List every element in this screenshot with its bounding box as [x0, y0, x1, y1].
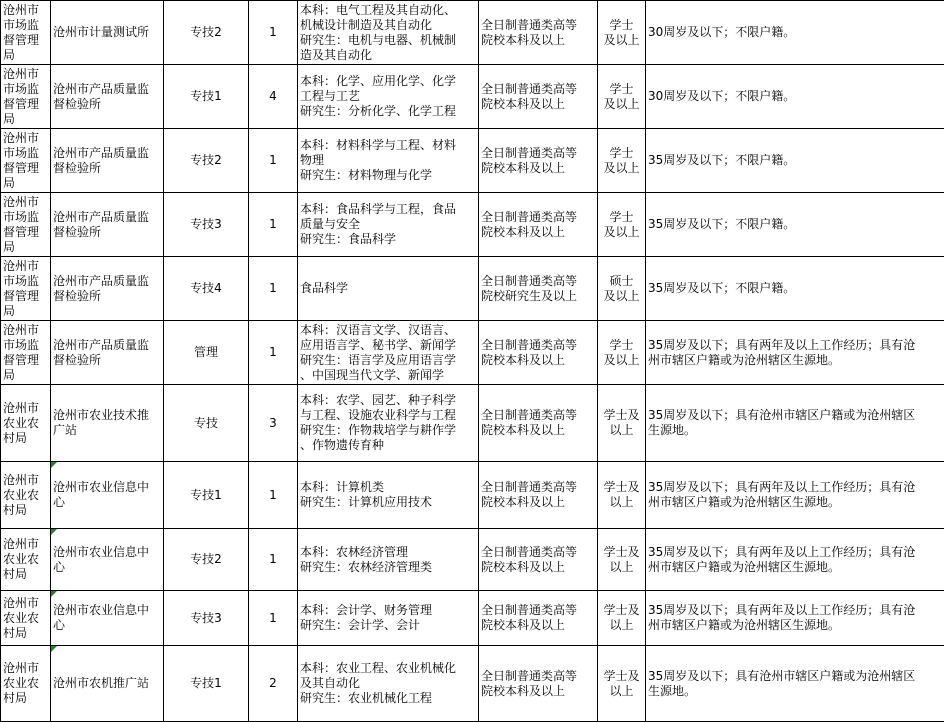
- edu-cell-line: 全日制普通类高等: [481, 338, 595, 353]
- degree-cell-line: 学士: [600, 210, 643, 225]
- unit-cell-line: 心: [53, 618, 161, 633]
- count-cell: [249, 321, 298, 385]
- cell-marker-icon: [51, 462, 57, 468]
- dept-cell-line: 沧州市: [3, 661, 48, 676]
- table-row: [1, 1, 944, 65]
- major-cell-line: 研究生：计算机应用技术: [300, 495, 476, 510]
- post-cell-text: 专技2: [190, 25, 222, 39]
- major-cell-line: 研究生：农业机械化工程: [300, 691, 476, 706]
- other-cell: [646, 129, 944, 193]
- degree-cell-line: 学士: [600, 338, 643, 353]
- other-cell-line: 35周岁及以下；不限户籍。: [648, 153, 942, 168]
- dept-cell-line: 沧州市: [3, 3, 48, 18]
- table-row: [1, 385, 944, 462]
- post-cell-text: 专技1: [190, 488, 222, 502]
- other-cell: [646, 385, 944, 462]
- degree-cell-line: 及以上: [600, 33, 643, 48]
- edu-cell-line: 全日制普通类高等: [481, 210, 595, 225]
- major-cell: [298, 257, 479, 321]
- dept-cell-line: 农业农: [3, 552, 48, 567]
- count-cell-text: 1: [269, 611, 277, 625]
- degree-cell-line: 以上: [600, 560, 643, 575]
- other-cell-line: 生源地。: [648, 423, 942, 438]
- edu-cell-line: 全日制普通类高等: [481, 669, 595, 684]
- other-cell: [646, 65, 944, 129]
- unit-cell: [51, 385, 164, 462]
- cell-marker-icon: [51, 646, 57, 652]
- post-cell-text: 专技3: [190, 217, 222, 231]
- other-cell: [646, 591, 944, 646]
- unit-cell: [51, 321, 164, 385]
- unit-cell-line: 沧州市产品质量监: [53, 146, 161, 161]
- other-cell: [646, 1, 944, 65]
- unit-cell: [51, 193, 164, 257]
- table-body: [1, 1, 944, 722]
- unit-cell-line: 督检验所: [53, 161, 161, 176]
- major-cell-line: 造及其自动化: [300, 48, 476, 63]
- dept-cell-line: 沧州市: [3, 323, 48, 338]
- major-cell-line: 本科：农业工程、农业机械化: [300, 661, 476, 676]
- other-cell: [646, 646, 944, 722]
- other-cell-line: 生源地。: [648, 684, 942, 699]
- major-cell-line: 本科：汉语言文学、汉语言、: [300, 323, 476, 338]
- edu-cell: [479, 385, 598, 462]
- edu-cell-line: 全日制普通类高等: [481, 480, 595, 495]
- count-cell: [249, 529, 298, 591]
- other-cell-line: 30周岁及以下；不限户籍。: [648, 89, 942, 104]
- count-cell-text: 4: [269, 89, 277, 103]
- major-cell-line: 本科：材料科学与工程、材料: [300, 138, 476, 153]
- edu-cell-line: 全日制普通类高等: [481, 82, 595, 97]
- unit-cell-line: 沧州市产品质量监: [53, 274, 161, 289]
- major-cell-line: 本科：化学、应用化学、化学: [300, 74, 476, 89]
- table-row: [1, 257, 944, 321]
- dept-cell: [1, 529, 51, 591]
- dept-cell-line: 督管理: [3, 289, 48, 304]
- edu-cell: [479, 321, 598, 385]
- unit-cell-line: 沧州市农机推广站: [53, 676, 161, 691]
- other-cell-line: 35周岁及以下；不限户籍。: [648, 281, 942, 296]
- other-cell-line: 州市辖区户籍或为沧州辖区生源地。: [648, 560, 942, 575]
- major-cell-line: 研究生：语言学及应用语言学: [300, 353, 476, 368]
- count-cell: [249, 1, 298, 65]
- other-cell: [646, 529, 944, 591]
- dept-cell-line: 村局: [3, 503, 48, 518]
- degree-cell-line: 及以上: [600, 225, 643, 240]
- degree-cell-line: 硕士: [600, 274, 643, 289]
- unit-cell-line: 心: [53, 495, 161, 510]
- dept-cell-line: 沧州市: [3, 473, 48, 488]
- unit-cell: [51, 529, 164, 591]
- edu-cell-line: 院校本科及以上: [481, 97, 595, 112]
- degree-cell: [598, 462, 646, 529]
- edu-cell-line: 院校本科及以上: [481, 161, 595, 176]
- count-cell: [249, 385, 298, 462]
- degree-cell: [598, 591, 646, 646]
- major-cell: [298, 646, 479, 722]
- other-cell-line: 35周岁及以下；具有两年及以上工作经历；具有沧: [648, 338, 942, 353]
- dept-cell-line: 沧州市: [3, 537, 48, 552]
- edu-cell: [479, 646, 598, 722]
- other-cell-line: 35周岁及以下；具有两年及以上工作经历；具有沧: [648, 545, 942, 560]
- unit-cell-line: 沧州市农业技术推: [53, 408, 161, 423]
- table-row: [1, 321, 944, 385]
- post-cell: [164, 462, 249, 529]
- other-cell-line: 35周岁及以下；具有两年及以上工作经历；具有沧: [648, 480, 942, 495]
- other-cell-line: 州市辖区户籍或为沧州辖区生源地。: [648, 495, 942, 510]
- unit-cell: [51, 129, 164, 193]
- unit-cell-line: 督检验所: [53, 353, 161, 368]
- other-cell-line: 35周岁及以下；具有沧州市辖区户籍或为沧州辖区: [648, 408, 942, 423]
- unit-cell-line: 沧州市产品质量监: [53, 210, 161, 225]
- degree-cell-line: 学士及: [600, 480, 643, 495]
- post-cell-text: 专技2: [190, 153, 222, 167]
- major-cell-line: 研究生：分析化学、化学工程: [300, 104, 476, 119]
- degree-cell-line: 及以上: [600, 353, 643, 368]
- count-cell: [249, 129, 298, 193]
- major-cell: [298, 193, 479, 257]
- post-cell-text: 专技1: [190, 676, 222, 690]
- table-row: [1, 193, 944, 257]
- major-cell-line: 研究生：农林经济管理类: [300, 560, 476, 575]
- major-cell-line: 、作物遗传育种: [300, 438, 476, 453]
- edu-cell-line: 院校本科及以上: [481, 618, 595, 633]
- post-cell: [164, 646, 249, 722]
- degree-cell-line: 学士及: [600, 669, 643, 684]
- post-cell-text: 专技4: [190, 281, 222, 295]
- edu-cell-line: 全日制普通类高等: [481, 603, 595, 618]
- post-cell: [164, 1, 249, 65]
- major-cell-line: 本科：电气工程及其自动化、: [300, 3, 476, 18]
- post-cell: [164, 385, 249, 462]
- degree-cell-line: 以上: [600, 618, 643, 633]
- post-cell-text: 管理: [194, 345, 218, 359]
- degree-cell-line: 学士及: [600, 603, 643, 618]
- major-cell-line: 本科：食品科学与工程，食品: [300, 202, 476, 217]
- other-cell: [646, 257, 944, 321]
- dept-cell-line: 督管理: [3, 97, 48, 112]
- edu-cell: [479, 529, 598, 591]
- post-cell-text: 专技2: [190, 552, 222, 566]
- dept-cell-line: 局: [3, 304, 48, 319]
- other-cell-line: 35周岁及以下；具有沧州市辖区户籍或为沧州辖区: [648, 669, 942, 684]
- edu-cell-line: 院校本科及以上: [481, 33, 595, 48]
- dept-cell-line: 沧州市: [3, 67, 48, 82]
- dept-cell-line: 督管理: [3, 353, 48, 368]
- edu-cell: [479, 65, 598, 129]
- major-cell: [298, 65, 479, 129]
- table-row: [1, 65, 944, 129]
- degree-cell: [598, 257, 646, 321]
- unit-cell-line: 沧州市产品质量监: [53, 338, 161, 353]
- unit-cell-line: 沧州市产品质量监: [53, 82, 161, 97]
- degree-cell-line: 学士: [600, 82, 643, 97]
- edu-cell-line: 全日制普通类高等: [481, 18, 595, 33]
- major-cell-line: 、中国现当代文学、新闻学: [300, 368, 476, 383]
- unit-cell-line: 心: [53, 560, 161, 575]
- count-cell: [249, 646, 298, 722]
- dept-cell-line: 市场监: [3, 146, 48, 161]
- dept-cell-line: 沧州市: [3, 259, 48, 274]
- major-cell-line: 本科：会计学、财务管理: [300, 603, 476, 618]
- dept-cell-line: 局: [3, 176, 48, 191]
- degree-cell: [598, 193, 646, 257]
- major-cell-line: 食品科学: [300, 281, 476, 296]
- dept-cell: [1, 591, 51, 646]
- count-cell-text: 2: [269, 676, 277, 690]
- dept-cell-line: 农业农: [3, 676, 48, 691]
- major-cell-line: 与工程、设施农业科学与工程: [300, 408, 476, 423]
- unit-cell-line: 广站: [53, 423, 161, 438]
- post-cell-text: 专技: [194, 416, 218, 430]
- edu-cell-line: 院校本科及以上: [481, 684, 595, 699]
- table-row: [1, 462, 944, 529]
- edu-cell: [479, 591, 598, 646]
- post-cell: [164, 193, 249, 257]
- unit-cell: [51, 257, 164, 321]
- other-cell-line: 州市辖区户籍或为沧州辖区生源地。: [648, 353, 942, 368]
- dept-cell: [1, 193, 51, 257]
- count-cell: [249, 65, 298, 129]
- major-cell-line: 本科：农林经济管理: [300, 545, 476, 560]
- cell-marker-icon: [51, 529, 57, 535]
- degree-cell-line: 及以上: [600, 289, 643, 304]
- edu-cell: [479, 1, 598, 65]
- count-cell: [249, 257, 298, 321]
- major-cell-line: 研究生：会计学、会计: [300, 618, 476, 633]
- edu-cell: [479, 257, 598, 321]
- major-cell-line: 研究生：材料物理与化学: [300, 168, 476, 183]
- count-cell-text: 1: [269, 25, 277, 39]
- table-row: [1, 129, 944, 193]
- other-cell: [646, 462, 944, 529]
- degree-cell-line: 及以上: [600, 97, 643, 112]
- unit-cell: [51, 646, 164, 722]
- count-cell-text: 1: [269, 488, 277, 502]
- count-cell: [249, 591, 298, 646]
- dept-cell-line: 村局: [3, 431, 48, 446]
- dept-cell-line: 村局: [3, 567, 48, 582]
- unit-cell: [51, 65, 164, 129]
- dept-cell: [1, 129, 51, 193]
- edu-cell-line: 院校本科及以上: [481, 353, 595, 368]
- count-cell-text: 1: [269, 153, 277, 167]
- post-cell: [164, 129, 249, 193]
- dept-cell-line: 沧州市: [3, 195, 48, 210]
- edu-cell-line: 院校本科及以上: [481, 495, 595, 510]
- post-cell: [164, 257, 249, 321]
- dept-cell-line: 局: [3, 112, 48, 127]
- degree-cell: [598, 321, 646, 385]
- unit-cell-line: 沧州市计量测试所: [53, 25, 161, 40]
- other-cell: [646, 321, 944, 385]
- dept-cell-line: 沧州市: [3, 596, 48, 611]
- dept-cell-line: 市场监: [3, 338, 48, 353]
- major-cell: [298, 462, 479, 529]
- dept-cell: [1, 321, 51, 385]
- dept-cell-line: 市场监: [3, 18, 48, 33]
- dept-cell-line: 督管理: [3, 225, 48, 240]
- count-cell: [249, 193, 298, 257]
- major-cell-line: 应用语言学、秘书学、新闻学: [300, 338, 476, 353]
- edu-cell-line: 全日制普通类高等: [481, 146, 595, 161]
- major-cell: [298, 321, 479, 385]
- count-cell-text: 1: [269, 281, 277, 295]
- major-cell: [298, 129, 479, 193]
- major-cell-line: 及其自动化: [300, 676, 476, 691]
- edu-cell-line: 全日制普通类高等: [481, 408, 595, 423]
- edu-cell-line: 院校本科及以上: [481, 225, 595, 240]
- count-cell-text: 1: [269, 217, 277, 231]
- cell-marker-icon: [51, 591, 57, 597]
- dept-cell-line: 村局: [3, 626, 48, 641]
- edu-cell-line: 全日制普通类高等: [481, 274, 595, 289]
- dept-cell-line: 沧州市: [3, 131, 48, 146]
- unit-cell: [51, 1, 164, 65]
- edu-cell-line: 院校本科及以上: [481, 560, 595, 575]
- table-row: [1, 529, 944, 591]
- post-cell: [164, 591, 249, 646]
- major-cell-line: 工程与工艺: [300, 89, 476, 104]
- unit-cell-line: 沧州市农业信息中: [53, 480, 161, 495]
- major-cell: [298, 1, 479, 65]
- unit-cell-line: 沧州市农业信息中: [53, 545, 161, 560]
- dept-cell-line: 督管理: [3, 161, 48, 176]
- degree-cell-line: 以上: [600, 495, 643, 510]
- post-cell-text: 专技1: [190, 89, 222, 103]
- dept-cell: [1, 646, 51, 722]
- other-cell-line: 30周岁及以下；不限户籍。: [648, 25, 942, 40]
- unit-cell-line: 督检验所: [53, 225, 161, 240]
- dept-cell: [1, 385, 51, 462]
- edu-cell: [479, 193, 598, 257]
- major-cell: [298, 591, 479, 646]
- dept-cell: [1, 1, 51, 65]
- post-cell: [164, 321, 249, 385]
- edu-cell-line: 院校研究生及以上: [481, 289, 595, 304]
- major-cell: [298, 385, 479, 462]
- major-cell: [298, 529, 479, 591]
- major-cell-line: 本科：农学、园艺、种子科学: [300, 393, 476, 408]
- major-cell-line: 本科：计算机类: [300, 480, 476, 495]
- degree-cell-line: 及以上: [600, 161, 643, 176]
- degree-cell-line: 学士及: [600, 545, 643, 560]
- table-row: [1, 646, 944, 722]
- count-cell-text: 1: [269, 345, 277, 359]
- table-row: [1, 591, 944, 646]
- other-cell-line: 35周岁及以下；具有两年及以上工作经历；具有沧: [648, 603, 942, 618]
- degree-cell-line: 以上: [600, 423, 643, 438]
- dept-cell-line: 市场监: [3, 82, 48, 97]
- post-cell-text: 专技3: [190, 611, 222, 625]
- post-cell: [164, 65, 249, 129]
- dept-cell: [1, 462, 51, 529]
- other-cell-line: 州市辖区户籍或为沧州辖区生源地。: [648, 618, 942, 633]
- degree-cell-line: 学士: [600, 146, 643, 161]
- dept-cell-line: 市场监: [3, 274, 48, 289]
- unit-cell: [51, 462, 164, 529]
- unit-cell: [51, 591, 164, 646]
- degree-cell: [598, 65, 646, 129]
- unit-cell-line: 督检验所: [53, 97, 161, 112]
- dept-cell-line: 农业农: [3, 416, 48, 431]
- dept-cell-line: 农业农: [3, 488, 48, 503]
- dept-cell-line: 市场监: [3, 210, 48, 225]
- post-cell: [164, 529, 249, 591]
- dept-cell: [1, 257, 51, 321]
- count-cell-text: 3: [269, 416, 277, 430]
- major-cell-line: 研究生：电机与电器、机械制: [300, 33, 476, 48]
- major-cell-line: 物理: [300, 153, 476, 168]
- edu-cell-line: 院校本科及以上: [481, 423, 595, 438]
- degree-cell-line: 学士: [600, 18, 643, 33]
- degree-cell-line: 学士及: [600, 408, 643, 423]
- other-cell: [646, 193, 944, 257]
- degree-cell: [598, 1, 646, 65]
- dept-cell: [1, 65, 51, 129]
- other-cell-line: 35周岁及以下；不限户籍。: [648, 217, 942, 232]
- major-cell-line: 机械设计制造及其自动化: [300, 18, 476, 33]
- major-cell-line: 研究生：食品科学: [300, 232, 476, 247]
- major-cell-line: 研究生：作物栽培学与耕作学: [300, 423, 476, 438]
- count-cell-text: 1: [269, 552, 277, 566]
- dept-cell-line: 督管理: [3, 33, 48, 48]
- degree-cell: [598, 646, 646, 722]
- count-cell: [249, 462, 298, 529]
- dept-cell-line: 沧州市: [3, 401, 48, 416]
- dept-cell-line: 局: [3, 368, 48, 383]
- unit-cell-line: 沧州市农业信息中: [53, 603, 161, 618]
- dept-cell-line: 村局: [3, 691, 48, 706]
- edu-cell-line: 全日制普通类高等: [481, 545, 595, 560]
- degree-cell: [598, 129, 646, 193]
- dept-cell-line: 农业农: [3, 611, 48, 626]
- degree-cell-line: 以上: [600, 684, 643, 699]
- edu-cell: [479, 129, 598, 193]
- major-cell-line: 质量与安全: [300, 217, 476, 232]
- dept-cell-line: 局: [3, 48, 48, 63]
- unit-cell-line: 督检验所: [53, 289, 161, 304]
- degree-cell: [598, 529, 646, 591]
- degree-cell: [598, 385, 646, 462]
- dept-cell-line: 局: [3, 240, 48, 255]
- edu-cell: [479, 462, 598, 529]
